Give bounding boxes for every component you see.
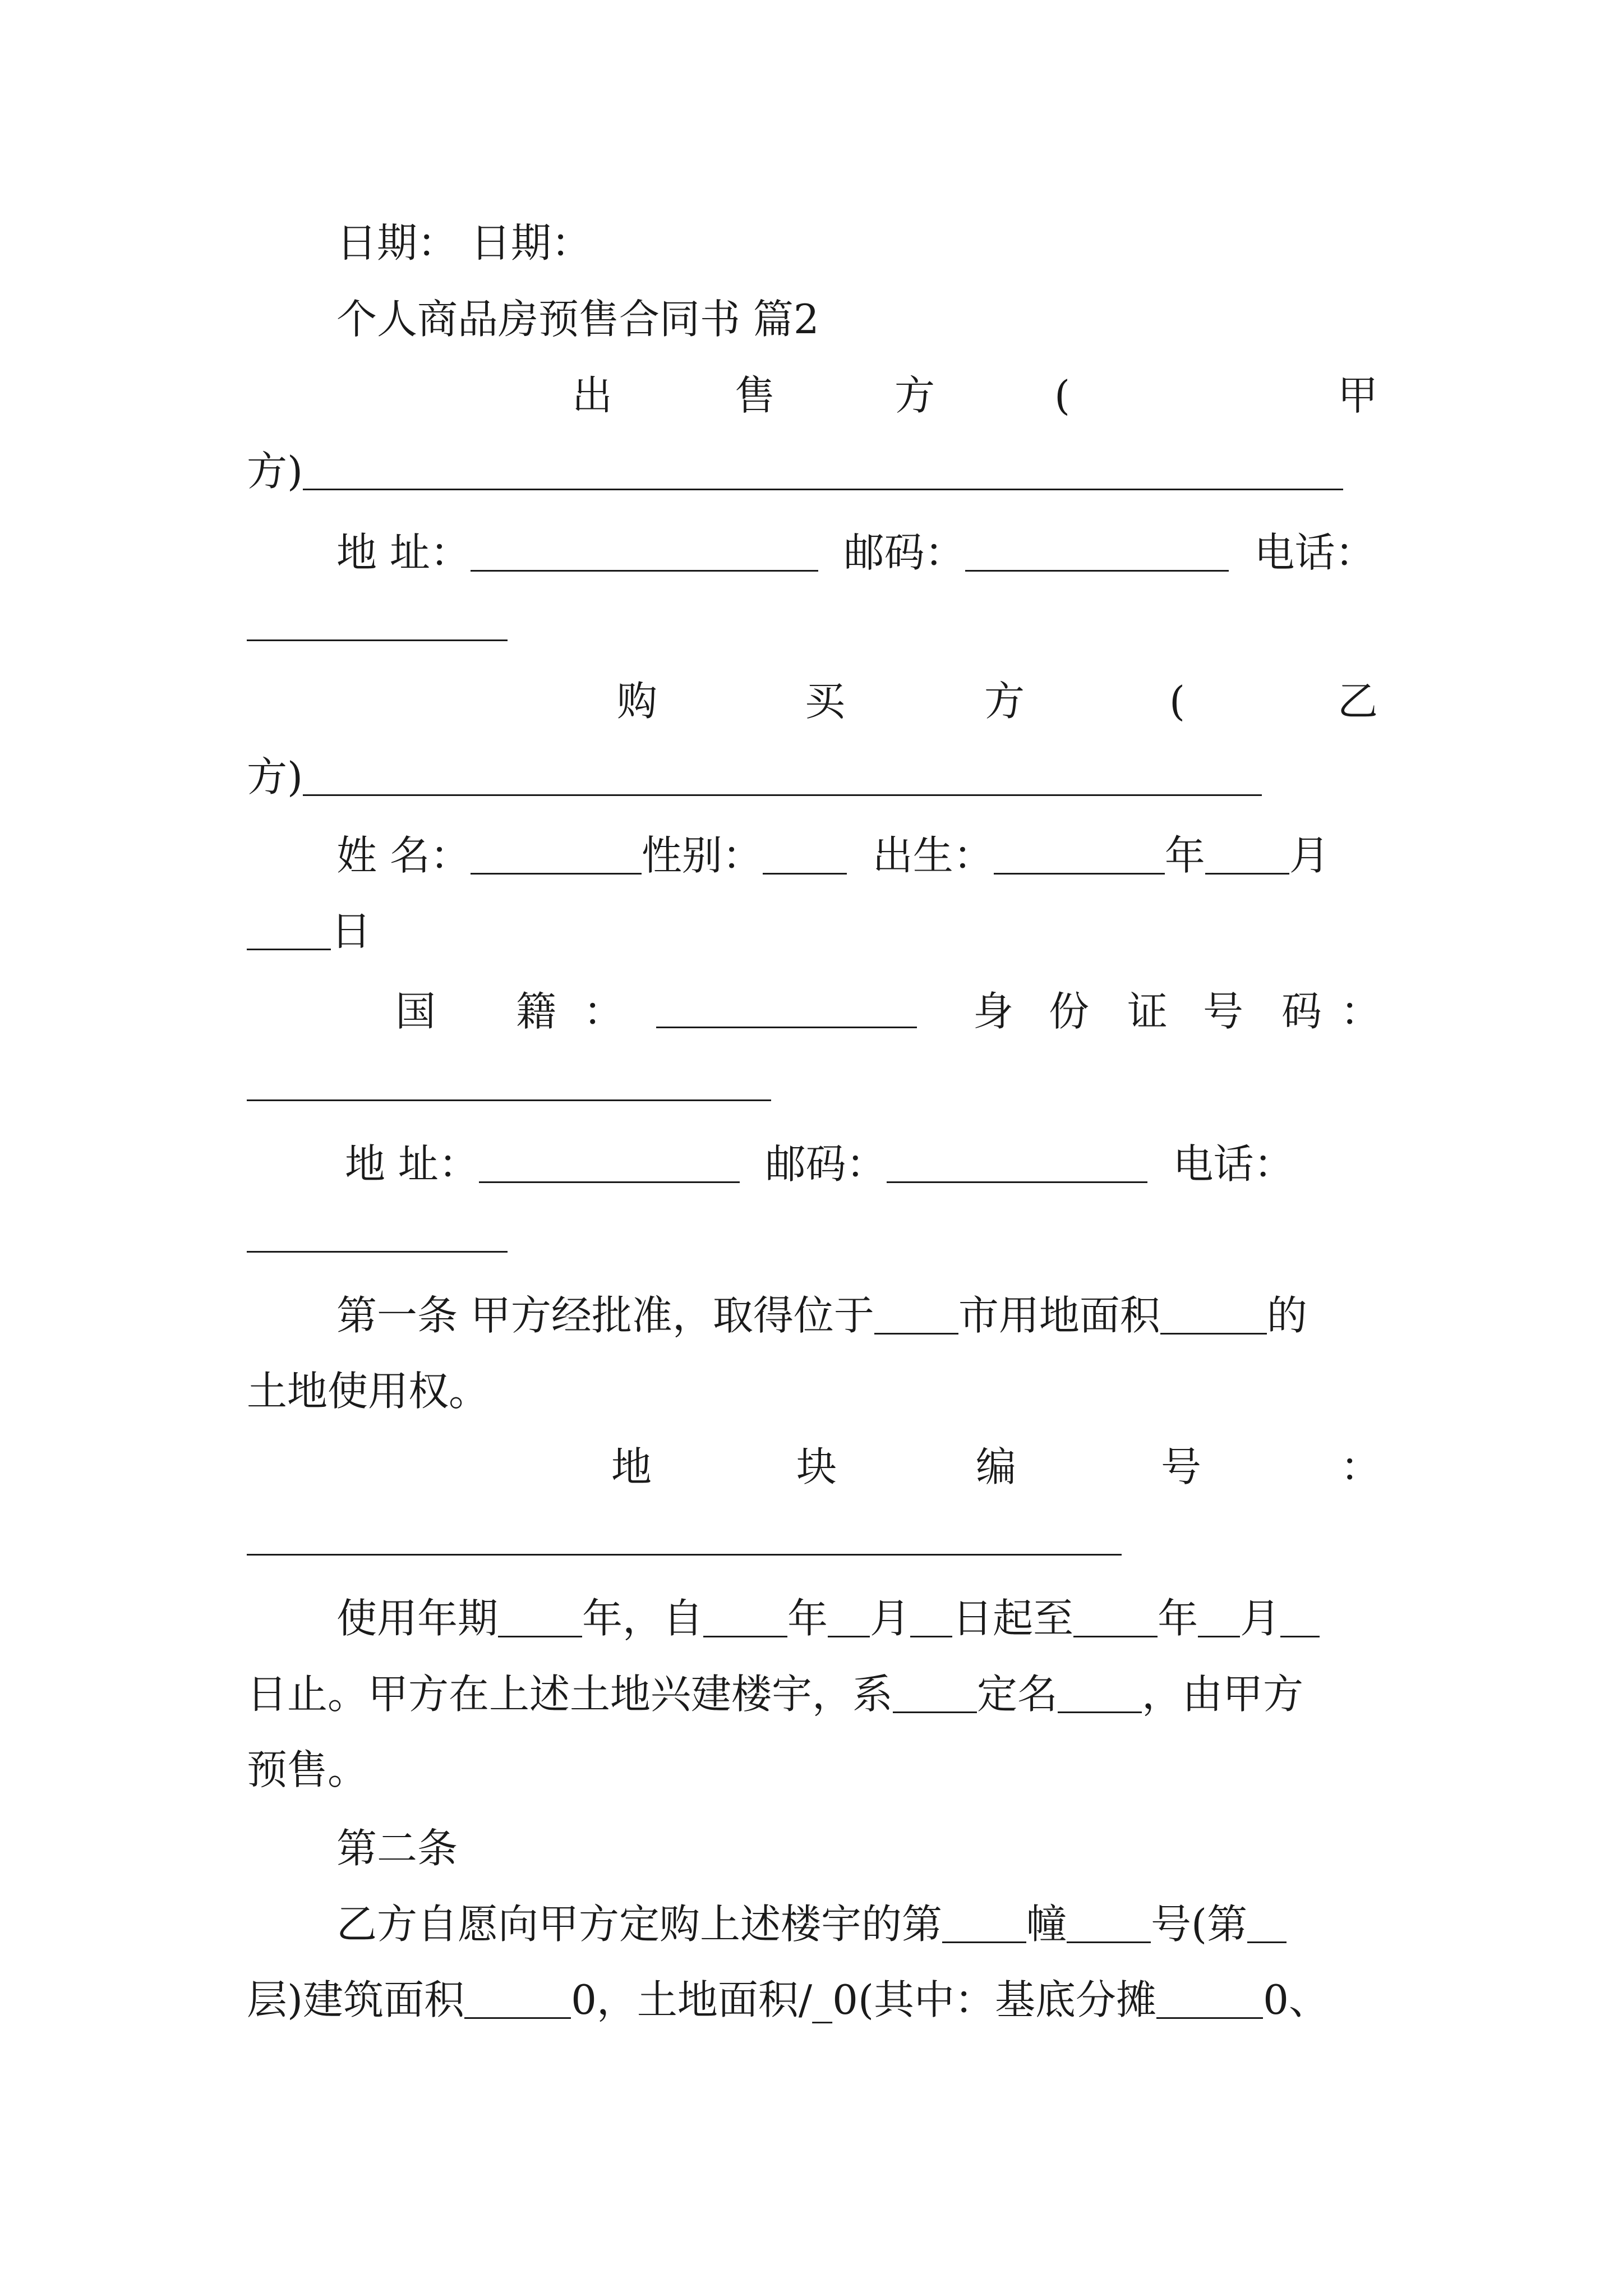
- term-text: 使用年期: [336, 1595, 499, 1642]
- term-text: 日起至: [952, 1595, 1074, 1642]
- base-share-blank[interactable]: [1156, 1977, 1263, 2019]
- building-name-blank[interactable]: [1058, 1671, 1142, 1713]
- start-month-blank[interactable]: [828, 1595, 870, 1637]
- unit-number-blank[interactable]: [1067, 1901, 1151, 1943]
- article-2-text: 幢: [1026, 1901, 1067, 1948]
- nationality-char: 国: [395, 988, 436, 1035]
- article-1-text: 土地使用权。: [247, 1368, 490, 1415]
- term-text: 定名: [977, 1671, 1058, 1718]
- end-year-blank[interactable]: [1073, 1595, 1158, 1637]
- land-area-blank[interactable]: [1160, 1292, 1267, 1335]
- nationality-char: ：: [583, 988, 624, 1035]
- seller-postcode-blank[interactable]: [965, 530, 1229, 572]
- article-2-heading: 第二条: [336, 1825, 458, 1872]
- term-text: 年: [787, 1595, 828, 1642]
- birth-label: 出生：: [872, 832, 994, 879]
- buyer-heading-char: 购: [617, 678, 658, 725]
- seller-tail: 方): [247, 448, 303, 495]
- id-number-blank[interactable]: [247, 1099, 771, 1101]
- city-blank[interactable]: [874, 1292, 958, 1335]
- end-day-blank[interactable]: [1280, 1595, 1320, 1637]
- buyer-heading-char: (: [1169, 678, 1186, 725]
- plot-number-char: 块: [796, 1443, 837, 1490]
- floor-area-blank[interactable]: [464, 1977, 571, 2019]
- article-2-text: 0、: [1263, 1976, 1329, 2023]
- birth-year-blank[interactable]: [994, 832, 1165, 875]
- term-text: 月: [1240, 1595, 1281, 1642]
- plot-number-char: 地: [611, 1443, 652, 1490]
- seller-heading-char: 甲: [1338, 372, 1378, 419]
- article-1-term-line-1: [336, 1588, 1380, 1649]
- buyer-info-line-2: [247, 900, 1380, 962]
- buyer-tail: 方): [247, 753, 303, 800]
- month-label: 月: [1289, 832, 1330, 879]
- phone-label: 电话：: [1254, 529, 1376, 576]
- seller-contact-line: [336, 522, 1380, 583]
- building-type-blank[interactable]: [893, 1671, 977, 1713]
- nationality-blank[interactable]: [656, 1027, 917, 1028]
- seller-name-blank[interactable]: [303, 448, 1343, 490]
- buyer-name-blank[interactable]: [303, 754, 1262, 796]
- buyer-info-line: [336, 825, 1380, 886]
- day-label: 日: [331, 908, 372, 955]
- seller-phone-blank[interactable]: [247, 639, 508, 641]
- gender-label: 性别：: [641, 832, 763, 879]
- date-line: [336, 212, 1380, 274]
- contract-title: 个人商品房预售合同书: [336, 296, 741, 343]
- buyer-contact-line: [345, 1133, 1380, 1195]
- name-label: 姓 名：: [336, 832, 471, 879]
- buyer-heading-char: 方: [984, 678, 1025, 725]
- postcode-label: 邮码：: [765, 1140, 887, 1188]
- year-label: 年: [1164, 832, 1205, 879]
- seller-heading-char: (: [1054, 372, 1071, 419]
- seller-name-line: [247, 440, 1380, 502]
- article-1-line-2: [247, 1360, 1380, 1422]
- birth-month-blank[interactable]: [1205, 832, 1289, 875]
- article-2-text: 乙方自愿向甲方定购上述楼宇的第: [336, 1901, 943, 1948]
- buyer-fullname-blank[interactable]: [471, 832, 642, 875]
- buyer-gender-blank[interactable]: [763, 832, 847, 875]
- building-number-blank[interactable]: [942, 1901, 1026, 1943]
- article-1-text: 第一条 甲方经批准，取得位于: [336, 1292, 874, 1339]
- buyer-postcode-blank[interactable]: [887, 1141, 1147, 1183]
- article-1-text: 市用地面积: [958, 1292, 1160, 1339]
- article-1-text: 的: [1266, 1292, 1307, 1339]
- address-label: 地 址：: [345, 1140, 479, 1188]
- birth-day-blank[interactable]: [247, 908, 331, 950]
- plot-number-char: ：: [1340, 1443, 1381, 1490]
- start-year-blank[interactable]: [703, 1595, 787, 1637]
- buyer-heading-char: 买: [805, 678, 846, 725]
- term-years-blank[interactable]: [498, 1595, 582, 1637]
- term-text: ，由甲方: [1142, 1671, 1304, 1718]
- article-2-line-1: [336, 1893, 1380, 1955]
- term-text: 日止。甲方在上述土地兴建楼宇，系: [247, 1671, 893, 1718]
- date-label: 日期：: [336, 219, 458, 266]
- term-text: 年: [1158, 1595, 1198, 1642]
- plot-number-char: 编: [976, 1443, 1017, 1490]
- id-number-char: 证: [1127, 988, 1168, 1035]
- article-2-title: [336, 1818, 1380, 1879]
- id-number-char: ：: [1340, 988, 1381, 1035]
- article-1-term-line-2: [247, 1663, 1380, 1725]
- seller-heading-char: 出: [572, 372, 613, 419]
- id-number-char: 份: [1049, 988, 1090, 1035]
- term-text: 预售。: [247, 1746, 368, 1793]
- nationality-char: 籍: [516, 988, 557, 1035]
- article-2-line-2: [247, 1969, 1380, 2031]
- buyer-name-line: [247, 746, 1380, 808]
- date-label: 日期：: [470, 219, 592, 266]
- floor-number-blank[interactable]: [1247, 1901, 1287, 1943]
- buyer-heading-char: 乙: [1338, 678, 1378, 725]
- article-2-text: 0，土地面积/_0(其中：基底分摊: [571, 1976, 1157, 2023]
- section-title: [336, 288, 1380, 350]
- seller-heading-char: 售: [735, 372, 776, 419]
- article-2-text: 层)建筑面积: [247, 1976, 465, 2023]
- article-2-text: 号(第: [1151, 1901, 1248, 1948]
- article-1-line-1: [336, 1285, 1380, 1346]
- id-number-char: 码: [1281, 988, 1322, 1035]
- article-1-term-line-3: [247, 1739, 1380, 1801]
- postcode-label: 邮码：: [843, 529, 965, 576]
- buyer-address-blank[interactable]: [479, 1141, 740, 1183]
- term-text: 年，自: [582, 1595, 704, 1642]
- start-day-blank[interactable]: [910, 1595, 952, 1637]
- phone-label: 电话：: [1173, 1140, 1294, 1188]
- id-number-char: 号: [1203, 988, 1244, 1035]
- id-number-char: 身: [973, 988, 1014, 1035]
- piece-number: 篇2: [753, 296, 819, 343]
- plot-number-blank[interactable]: [247, 1554, 1122, 1556]
- seller-heading-char: 方: [895, 372, 935, 419]
- seller-address-blank[interactable]: [471, 530, 818, 572]
- end-month-blank[interactable]: [1198, 1595, 1240, 1637]
- address-label: 地 址：: [336, 529, 471, 576]
- plot-number-char: 号: [1161, 1443, 1202, 1490]
- buyer-phone-blank[interactable]: [247, 1251, 508, 1253]
- term-text: 月: [870, 1595, 911, 1642]
